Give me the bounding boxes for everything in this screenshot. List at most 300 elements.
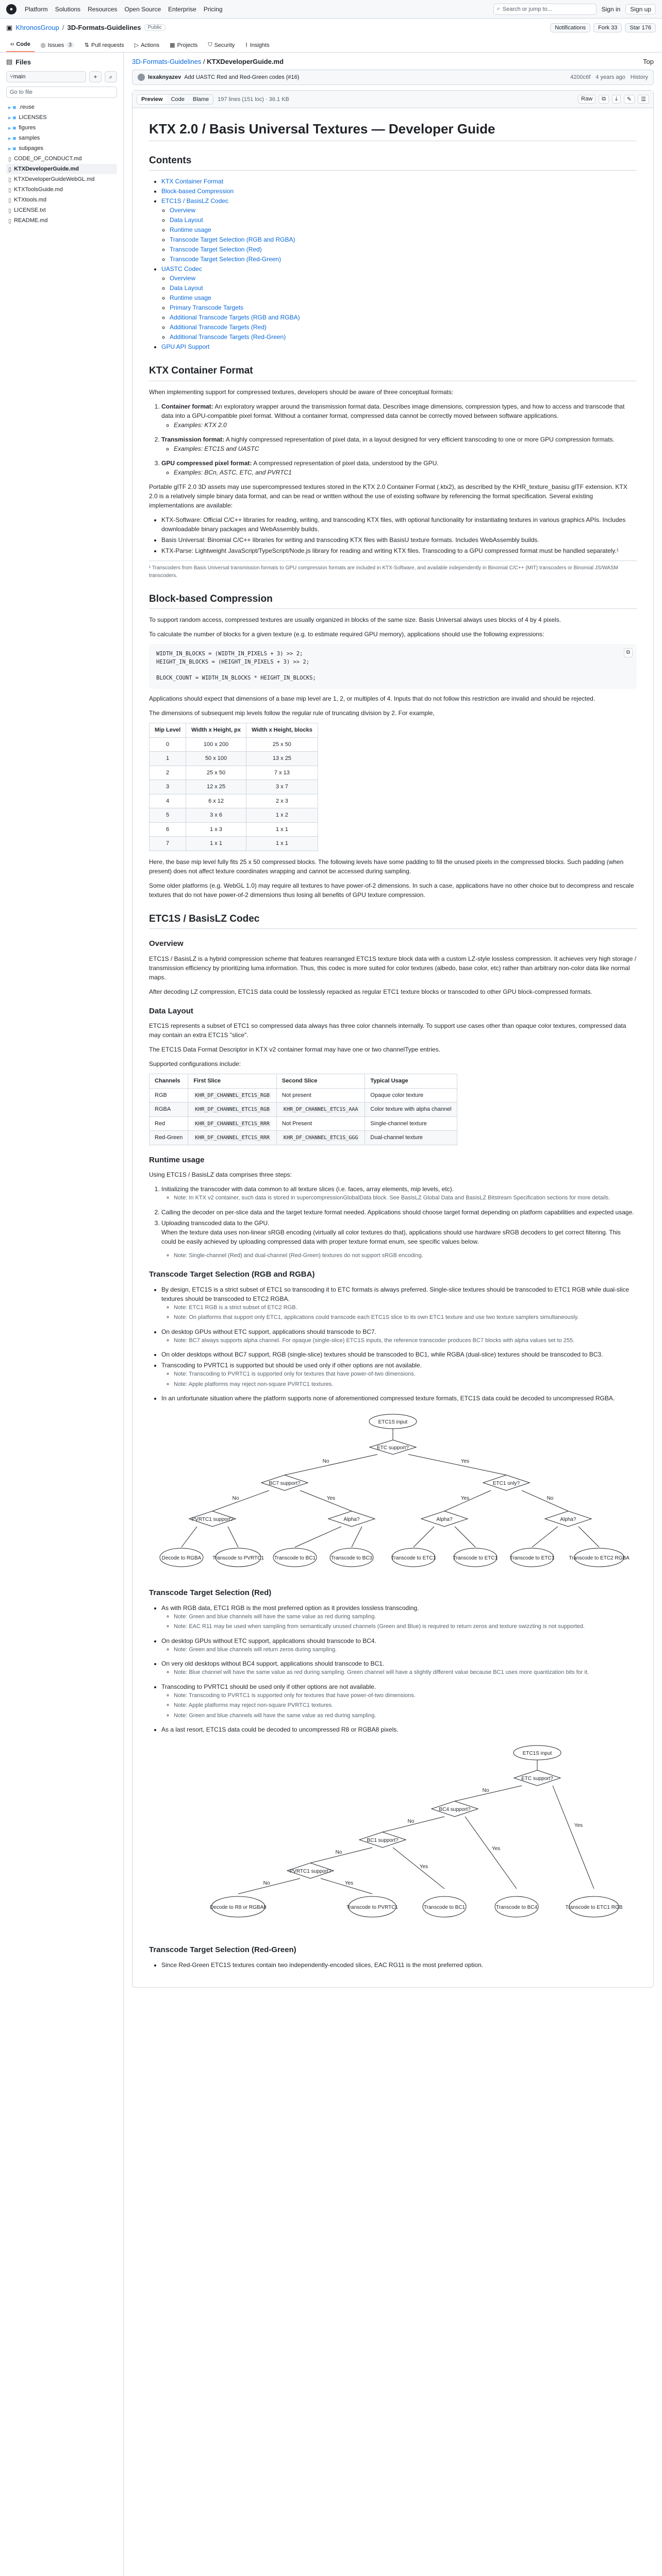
list-item: By design, ETC1S is a strict subset of ETC1 so transcoding it to ETC formats is always preferred. Single-slice textures should be transcoded to ETC1 RGB while dual-slice textures should be transcoded to ETC2 RGBA.: [161, 1285, 630, 1302]
avatar[interactable]: [138, 74, 145, 81]
table-cell: [188, 1088, 277, 1103]
tree-item[interactable]: ▯ README.md: [8, 217, 48, 224]
diagram-target: Decode to RGBA: [161, 1555, 202, 1561]
implementations-list: [149, 515, 637, 555]
diagram-question: BC1 support?: [367, 1838, 399, 1843]
code-span: KHR_DF_CHANNEL_ETC1S_RGB: [193, 1106, 271, 1113]
toc-link[interactable]: GPU API Support: [161, 343, 210, 350]
file-toolbar: [133, 91, 653, 108]
toc-link[interactable]: UASTC Codec: [161, 265, 202, 273]
file-meta: 197 lines (151 loc) · 36.1 KB: [218, 96, 289, 103]
table-row: [150, 780, 318, 794]
table-cell: 1 x 1: [246, 822, 318, 837]
diagram-question: BC7 support?: [269, 1481, 301, 1486]
tab-security[interactable]: ⛉ Security: [208, 42, 235, 48]
table-row: [150, 1103, 457, 1117]
folder-icon: ▸ ■: [8, 135, 16, 142]
table-cell: Red: [150, 1116, 188, 1131]
table-cell: 6: [150, 822, 186, 837]
steps-list: [149, 1184, 637, 1260]
diagram-edge-label: Yes: [491, 1846, 501, 1852]
sign-up-button[interactable]: Sign up: [625, 4, 656, 14]
table-header: Channels: [150, 1074, 188, 1089]
go-to-file-input[interactable]: Go to file: [6, 87, 117, 98]
note: ◦ Note: Green and blue channels will have the same value as red during sampling.: [174, 1711, 637, 1720]
paragraph: To calculate the number of blocks for a given texture (e.g. to estimate required GPU memory), applications should use the following expressions:: [149, 631, 544, 638]
note: ◦ Note: ETC1 RGB is a strict subset of ETC2 RGB.: [174, 1303, 637, 1312]
table-cell: Color texture with alpha channel: [365, 1103, 457, 1117]
breadcrumb-file: KTXDeveloperGuide.md: [207, 58, 284, 65]
table-cell: 1: [150, 752, 186, 766]
tab-projects[interactable]: ▦ Projects: [170, 42, 198, 48]
nav-resources[interactable]: Resources: [88, 5, 118, 13]
table-row: [150, 752, 318, 766]
list-item: • Since Red-Green ETC1S textures contain two independently-encoded slices, EAC RG11 is the most preferred option.: [161, 1960, 637, 1970]
subsection-heading: Overview: [149, 939, 184, 948]
commit-time: 4 years ago: [595, 74, 625, 80]
shield-icon: ⛉: [208, 42, 212, 48]
list-item: On desktop GPUs without ETC support, applications should transcode to BC7.: [161, 1328, 376, 1335]
note: ◦ Note: On platforms that support only ETC1, applications could transcode each ETC1S slice to its own ETC1 texture and use two texture samplers simultaneously.: [174, 1313, 637, 1322]
sidebar-title: Files: [15, 58, 31, 66]
blame-tab[interactable]: Blame: [192, 96, 209, 103]
list-item: Transcoding to PVRTC1 should be used only if other options are not available.: [161, 1683, 376, 1690]
add-file-button[interactable]: +: [89, 71, 102, 82]
file-tree-sidebar: [0, 53, 124, 2576]
channels-table: [149, 1074, 457, 1145]
red-decision-diagram: [156, 1739, 630, 1935]
table-cell: 3 x 7: [246, 780, 318, 794]
step-text: Initializing the transcoder with data common to all texture slices (i.e. faces, array elements, mip levels, etc).: [161, 1185, 454, 1193]
github-logo-icon[interactable]: ●: [6, 4, 16, 14]
diagram-edge-label: No: [547, 1496, 554, 1501]
table-row: [150, 1131, 457, 1145]
notifications-button[interactable]: Notifications: [550, 23, 590, 32]
breadcrumb-separator: /: [203, 58, 205, 65]
table-cell: [188, 1131, 277, 1145]
rg-target-list: [149, 1960, 637, 1970]
table-cell: 50 x 100: [186, 752, 246, 766]
toc-link[interactable]: ETC1S / BasisLZ Codec: [161, 197, 229, 205]
repo-tabs: [0, 37, 662, 53]
commit-message[interactable]: Add UASTC Red and Red-Green codes (#16): [184, 74, 300, 80]
toc-link[interactable]: Transcode Target Selection (Red-Green): [170, 256, 282, 263]
diagram-target: Transcode to BC4: [495, 1905, 538, 1910]
table-header: Second Slice: [276, 1074, 365, 1089]
diagram-target: Transcode to ETC2 RGBA: [569, 1555, 630, 1561]
code-span: KHR_DF_CHANNEL_ETC1S_RRR: [193, 1134, 271, 1141]
graph-icon: ⌇: [245, 42, 248, 48]
table-row: [150, 822, 318, 837]
channels-table-body: [150, 1088, 457, 1145]
tab-insights[interactable]: ⌇ Insights: [245, 42, 270, 48]
table-cell: 100 x 200: [186, 737, 246, 752]
paragraph: Applications should expect that dimensions of a base mip level are 1, 2, or multiples of 4. Inputs that do not follow this restriction are invalid and should be rejected.: [149, 695, 595, 702]
tree-item[interactable]: ▯ LICENSE.txt: [8, 207, 46, 214]
diagram-target: Transcode to ETC1: [509, 1555, 555, 1561]
repo-separator: /: [62, 24, 64, 31]
list-item: In an unfortunate situation where the platform supports none of aforementioned compressed texture formats, ETC1S data could be decoded to uncompressed RGBA.: [161, 1395, 615, 1402]
mip-table-body: [150, 737, 318, 851]
folder-icon: ▸ ■: [8, 104, 16, 111]
definition: A highly compressed representation of pixel data, in a layout designed for very efficient transcoding to one or more GPU compression formats.: [225, 435, 615, 443]
folder-icon: ▸ ■: [8, 125, 16, 131]
paragraph: When implementing support for compressed textures, developers should be aware of three conceptual formats:: [149, 388, 454, 396]
table-cell: 5: [150, 808, 186, 823]
table-cell: Single-channel texture: [365, 1116, 457, 1131]
nav-solutions[interactable]: Solutions: [55, 5, 81, 13]
table-row: [150, 837, 318, 851]
diagram-target: Transcode to PVRTC1: [346, 1905, 399, 1910]
note: ◦ Note: Transcoding to PVRTC1 is supported only for textures that have power-of-two dimensions.: [174, 1691, 637, 1700]
table-row: [150, 1116, 457, 1131]
diagram-edge-label: Yes: [460, 1496, 470, 1501]
paragraph: When the texture data uses non-linear sRGB encoding (virtually all color textures do that), applications should use hardware sRGB decoders to get correct filtering. This could be easily achieved by uploading compressed data with proper texture format enum, see specific values below.: [161, 1228, 621, 1245]
example: Examples: KTX 2.0: [174, 421, 227, 429]
diagram-edge-label: Yes: [326, 1496, 336, 1501]
repo-owner-link[interactable]: KhronosGroup: [15, 24, 59, 31]
diagram-start-label: ETC1S input: [378, 1419, 408, 1425]
table-of-contents: [149, 177, 637, 351]
step-text: Calling the decoder on per-slice data and the target texture format needed. Applications should choose target format depending on platform capabilities and expected usage.: [161, 1208, 634, 1216]
paragraph: ETC1S represents a subset of ETC1 so compressed data always has three color channels internally. To support use cases other than opaque color textures, compressed data may contain an extra ETC1S "slice".: [149, 1022, 626, 1039]
top-nav: [25, 6, 223, 13]
table-row: [150, 794, 318, 808]
tab-pull-requests[interactable]: ⇅ Pull requests: [84, 42, 124, 48]
pull-request-icon: ⇅: [84, 42, 90, 48]
play-icon: ▷: [134, 42, 139, 48]
subsection-heading: Transcode Target Selection (Red): [149, 1588, 272, 1597]
latest-commit-bar: [132, 70, 654, 85]
breadcrumb-repo-link[interactable]: 3D-Formats-Guidelines: [132, 58, 202, 65]
note: ◦ Note: Apple platforms may reject non-square PVRTC1 textures.: [174, 1701, 637, 1710]
table-cell: 7 x 13: [246, 766, 318, 780]
list-item: As a last resort, ETC1S data could be decoded to uncompressed R8 or RGBA8 pixels.: [161, 1726, 399, 1733]
nav-open-source[interactable]: Open Source: [124, 5, 161, 13]
repo-header: [0, 19, 662, 37]
paragraph: The dimensions of subsequent mip levels follow the regular rule of truncating division by 2. For example,: [149, 709, 435, 717]
diagram-edge-label: No: [335, 1850, 342, 1855]
toc-link[interactable]: Additional Transcode Targets (Red-Green): [170, 333, 286, 341]
table-header: Mip Level: [150, 723, 186, 738]
code-span: KHR_DF_CHANNEL_ETC1S_RRR: [193, 1121, 271, 1127]
term: GPU compressed pixel format:: [161, 459, 252, 467]
file-box: [132, 90, 654, 1988]
toc-link[interactable]: Runtime usage: [170, 294, 211, 301]
download-icon[interactable]: ⤓: [612, 95, 621, 104]
diagram-question: ETC support?: [377, 1445, 409, 1451]
list-item: Transcoding to PVRTC1 is supported but should be used only if other options are not available.: [161, 1362, 422, 1369]
table-cell: 25 x 50: [186, 766, 246, 780]
file-icon: ▯: [8, 156, 12, 162]
diagram-target: Transcode to BC3: [330, 1555, 373, 1561]
repo-name-link[interactable]: 3D-Formats-Guidelines: [67, 24, 141, 31]
table-row: [150, 808, 318, 823]
table-icon: ▦: [170, 42, 175, 48]
definition: An exploratory wrapper around the transmission format data. Describes image dimensions, compression types, and how to access and transcode that data into a GPU-compatible pixel format. Without a container format, compressed data cannot be correctly moved between software applications.: [161, 402, 625, 419]
note: ◦ Note: EAC R11 may be used when sampling from semantically unused channels (Green and Blue) is required to return zeros and texture swizzling is not supported.: [174, 1622, 637, 1631]
table-cell: Not Present: [276, 1116, 365, 1131]
global-header: [0, 0, 662, 19]
table-cell: 1 x 2: [246, 808, 318, 823]
toc-link[interactable]: Transcode Target Selection (Red): [170, 246, 262, 253]
table-cell: 13 x 25: [246, 752, 318, 766]
table-cell: [276, 1103, 365, 1117]
toc-link[interactable]: Additional Transcode Targets (Red): [170, 324, 267, 331]
diagram-target: Transcode to ETC1: [391, 1555, 436, 1561]
list-item: As with RGB data, ETC1 RGB is the most preferred option as it provides lossless transcoding.: [161, 1604, 419, 1612]
toc-link[interactable]: Additional Transcode Targets (RGB and RGBA): [170, 314, 300, 321]
list-item: On desktop GPUs without ETC support, applications should transcode to BC4.: [161, 1637, 376, 1645]
section-heading: Block-based Compression: [149, 592, 637, 609]
code-span: KHR_DF_CHANNEL_ETC1S_GGG: [282, 1134, 360, 1141]
diagram-edge-label: No: [232, 1496, 239, 1501]
diagram-question: Alpha?: [436, 1517, 453, 1522]
paragraph: To support random access, compressed textures are usually organized in blocks of the same size. Basis Universal always uses blocks of 4 by 4 pixels.: [149, 616, 561, 623]
toc-link[interactable]: Transcode Target Selection (RGB and RGBA): [170, 236, 295, 243]
issue-icon: ◎: [40, 42, 46, 48]
diagram-target: Decode to R8 or RGBA8: [210, 1905, 267, 1910]
paragraph: Using ETC1S / BasisLZ data comprises three steps:: [149, 1171, 292, 1178]
tree-item[interactable]: ▯ KTXDeveloperGuideWebGL.md: [8, 176, 95, 183]
table-cell: 12 x 25: [186, 780, 246, 794]
section-heading: KTX Container Format: [149, 364, 637, 381]
raw-button[interactable]: Raw: [578, 95, 595, 104]
folder-icon: ▸ ■: [8, 145, 16, 152]
diagram-target: Transcode to PVRTC1: [212, 1555, 264, 1561]
tree-item[interactable]: ▸ ■ figures: [8, 125, 36, 131]
table-cell: 25 x 50: [246, 737, 318, 752]
diagram-edge-label: Yes: [574, 1823, 583, 1828]
footnote: ¹ Transcoders from Basis Universal transmission formats to GPU compression formats are included in KTX-Software, and available independently in Binomial C/C++ (MIT) transcoders or Binomial JS/WASM transcoders.: [149, 561, 637, 580]
note: ◦ Note: Blue channel will have the same value as red during sampling. Green channel will have a slightly different value because BC1 uses more quantization bits for it.: [174, 1668, 637, 1677]
subsection-heading: Transcode Target Selection (RGB and RGBA): [149, 1270, 315, 1279]
code-icon: ‹›: [10, 41, 14, 47]
commit-hash[interactable]: 4200c6f: [570, 74, 591, 80]
nav-pricing[interactable]: Pricing: [203, 5, 223, 13]
tab-actions[interactable]: ▷ Actions: [134, 42, 160, 48]
table-cell: 1 x 3: [186, 822, 246, 837]
toc-link[interactable]: Overview: [170, 275, 196, 282]
copy-icon[interactable]: ⧉: [624, 648, 633, 657]
toc-link[interactable]: Block-based Compression: [161, 188, 234, 195]
diagram-edge-label: Yes: [419, 1864, 428, 1870]
table-cell: 3 x 6: [186, 808, 246, 823]
table-cell: Not present: [276, 1088, 365, 1103]
tree-item[interactable]: ▯ CODE_OF_CONDUCT.md: [8, 156, 82, 162]
diagram-edge-label: No: [482, 1788, 489, 1793]
diagram-edge-label: Yes: [344, 1880, 354, 1886]
table-cell: 2 x 3: [246, 794, 318, 808]
search-files-button[interactable]: ⌕: [105, 71, 117, 82]
tree-item[interactable]: ▸ ■ subpages: [8, 145, 43, 152]
mip-table: [149, 723, 318, 851]
markdown-body: [133, 108, 653, 1987]
note: ◦ Note: Single-channel (Red) and dual-channel (Red-Green) textures do not support sRGB encoding.: [174, 1251, 637, 1260]
edit-icon[interactable]: ✎: [624, 95, 635, 104]
file-view: [124, 53, 662, 2576]
history-link[interactable]: History: [630, 74, 648, 80]
paragraph: Supported configurations include:: [149, 1060, 241, 1067]
table-cell: RGBA: [150, 1103, 188, 1117]
table-cell: [188, 1103, 277, 1117]
paragraph: Portable glTF 2.0 3D assets may use supercompressed textures stored in the KTX 2.0 Container Format (.ktx2), as described by the KHR_texture_basisu glTF extension. KTX 2.0 is a relatively simple binary data format, and can be read or written without the use of existing software by referencing the format specification. Several existing implementations are available:: [149, 483, 627, 509]
list-icon[interactable]: ☰: [638, 95, 649, 104]
commit-author[interactable]: lexaknyazev: [148, 74, 181, 80]
sign-in-link[interactable]: Sign in: [601, 5, 621, 13]
diagram-question: Alpha?: [560, 1517, 576, 1522]
term: Container format:: [161, 402, 213, 410]
top-button[interactable]: Top: [643, 58, 654, 65]
table-cell: 0: [150, 737, 186, 752]
toc-link[interactable]: Data Layout: [170, 216, 203, 224]
red-target-list: [149, 1603, 637, 1735]
preview-tab[interactable]: Preview: [137, 95, 167, 104]
file-icon: ▯: [8, 176, 12, 183]
table-cell: RGB: [150, 1088, 188, 1103]
example: Examples: ETC1S and UASTC: [174, 445, 259, 452]
table-header: Width x Height, px: [186, 723, 246, 738]
diagram-target: Transcode to BC1: [274, 1555, 316, 1561]
subsection-heading: Transcode Target Selection (Red-Green): [149, 1945, 296, 1954]
rgb-target-list: [149, 1285, 637, 1403]
list-item: • KTX-Parse: Lightweight JavaScript/TypeScript/Node.js library for reading and writing KTX files. Transcoding to a GPU compressed format must be handled separately.¹: [161, 546, 637, 555]
table-cell: [188, 1116, 277, 1131]
step-text: Uploading transcoded data to the GPU.: [161, 1219, 270, 1227]
tree-item[interactable]: ▯ KTXToolsGuide.md: [8, 187, 63, 193]
code-span: KHR_DF_CHANNEL_ETC1S_AAA: [282, 1106, 360, 1113]
paragraph: ETC1S / BasisLZ is a hybrid compression scheme that features rearranged ETC1S texture block data with a custom LZ-style lossless compression. It achieves very high storage / transmission efficiency by prioritizing luma information. Thus, this codec is more suited for color textures (albedo, base color, etc) rather than arbitrary non-color data like normal maps.: [149, 955, 637, 981]
contents-heading: Contents: [149, 154, 637, 171]
list-item: On very old desktops without BC4 support, applications should transcode to BC1.: [161, 1660, 385, 1667]
file-icon: ▯: [8, 197, 12, 204]
diagram-target: Transcode to ETC1: [453, 1555, 498, 1561]
toc-link[interactable]: KTX Container Format: [161, 178, 224, 185]
diagram-target: Transcode to ETC1 RGB: [565, 1905, 623, 1910]
toc-link[interactable]: Overview: [170, 207, 196, 214]
fork-button[interactable]: Fork 33: [593, 23, 622, 32]
table-cell: [276, 1131, 365, 1145]
paragraph: The ETC1S Data Format Descriptor in KTX v2 container format may have one or two channelType entries.: [149, 1046, 440, 1053]
table-row: [150, 766, 318, 780]
branch-icon: ⑂: [10, 74, 13, 80]
diagram-question: Alpha?: [343, 1517, 360, 1522]
tab-issues[interactable]: ◎ Issues 3: [37, 40, 78, 52]
search-input[interactable]: ⌕ Search or jump to...: [493, 4, 597, 15]
diagram-question: ETC support?: [521, 1776, 553, 1782]
table-header: Width x Height, blocks: [246, 723, 318, 738]
table-cell: 2: [150, 766, 186, 780]
file-tree: [6, 102, 117, 226]
note: ◦ Note: Green and blue channels will return zeros during sampling.: [174, 1646, 637, 1654]
code-tab[interactable]: Code: [171, 96, 185, 103]
note: ◦ Note: In KTX v2 container, such data is stored in supercompressionGlobalData block. See BasisLZ Global Data and BasisLZ Bitstream Specification sections for more details.: [174, 1194, 637, 1202]
table-row: [150, 1088, 457, 1103]
doc-title: KTX 2.0 / Basis Universal Textures — Developer Guide: [149, 121, 637, 141]
issue-count-badge: 3: [66, 42, 74, 48]
file-icon: ▯: [8, 217, 12, 224]
diagram-question: PVRTC1 support?: [289, 1869, 332, 1874]
diagram-question: PVRTC1 support?: [191, 1517, 234, 1522]
example: Examples: BCn, ASTC, ETC, and PVRTC1: [174, 468, 292, 476]
list-item: • KTX-Software: Official C/C++ libraries for reading, writing, and transcoding KTX files, with optional functionality for instantiating textures in various graphics APIs. Includes downloadable binary packages and WebAssembly builds.: [161, 515, 637, 534]
subsection-heading: Data Layout: [149, 1006, 193, 1015]
diagram-question: ETC1 only?: [492, 1481, 520, 1486]
file-icon: ▯: [8, 207, 12, 214]
code-block: ⧉ WIDTH_IN_BLOCKS = (WIDTH_IN_PIXELS + 3) >> 2; HEIGHT_IN_BLOCKS = (HEIGHT_IN_PIXELS + 3) >> 2; BLOCK_COUNT = WIDTH_IN_BLOCKS * HEIGHT_IN_BLOCKS;: [149, 644, 637, 689]
table-cell: 7: [150, 837, 186, 851]
list-item: • Basis Universal: Binomial C/C++ libraries for writing and transcoding KTX files with BasisU texture formats. Includes WebAssembly builds.: [161, 535, 637, 545]
folder-icon: ▸ ■: [8, 114, 16, 121]
note: ◦ Note: BC7 always supports alpha channel. For opaque (single-slice) ETC1S inputs, the reference transcoder produces BC7 blocks with alpha values set to 255.: [174, 1336, 637, 1345]
star-button[interactable]: Star 176: [625, 23, 656, 32]
note: ◦ Note: Apple platforms may reject non-square PVRTC1 textures.: [174, 1380, 637, 1389]
paragraph: Here, the base mip level fully fits 25 x 50 compressed blocks. The following levels have some padding to fill the unused pixels in the compressed blocks. Such padding (when present) does not affect texture coordinates wrapping and cannot be accessed during sampling.: [149, 858, 624, 875]
table-cell: 1 x 1: [186, 837, 246, 851]
diagram-question: BC4 support?: [439, 1807, 471, 1812]
tree-item-selected[interactable]: ▯ KTXDeveloperGuide.md: [6, 164, 117, 174]
toc-link[interactable]: Runtime usage: [170, 226, 211, 233]
table-cell: 1 x 1: [246, 837, 318, 851]
table-cell: Opaque color texture: [365, 1088, 457, 1103]
tab-code[interactable]: ‹› Code: [6, 39, 35, 52]
tree-item[interactable]: ▸ ■ LICENSES: [8, 114, 47, 121]
table-cell: Dual-channel texture: [365, 1131, 457, 1145]
diagram-edge-label: No: [407, 1819, 415, 1824]
table-cell: 4: [150, 794, 186, 808]
paragraph: After decoding LZ compression, ETC1S data could be losslessly repacked as regular ETC1 texture blocks or transcoded to other GPU block-compressed formats.: [149, 988, 592, 995]
nav-enterprise[interactable]: Enterprise: [168, 5, 196, 13]
breadcrumb: [132, 58, 654, 65]
table-cell: 6 x 12: [186, 794, 246, 808]
list-item: On older desktops without BC7 support, RGB (single-slice) textures should be transcoded to BC1, while RGBA (dual-slice) textures should be transcoded to BC3.: [161, 1351, 603, 1358]
diagram-target: Transcode to BC1: [423, 1905, 466, 1910]
note: ◦ Note: Transcoding to PVRTC1 is supported only for textures that have power-of-two dimensions.: [174, 1370, 637, 1379]
table-cell: 3: [150, 780, 186, 794]
repo-icon: ▣: [6, 23, 13, 31]
code-span: KHR_DF_CHANNEL_ETC1S_RGB: [193, 1092, 271, 1099]
sidebar-toggle-icon[interactable]: ▤: [6, 58, 13, 65]
table-row: [150, 737, 318, 752]
diagram-edge-label: Yes: [460, 1459, 470, 1464]
term: Transmission format:: [161, 435, 225, 443]
toc-link[interactable]: Data Layout: [170, 284, 203, 292]
branch-selector[interactable]: ⑂ main: [6, 71, 86, 82]
copy-icon[interactable]: ⧉: [599, 95, 609, 104]
definition: A compressed representation of pixel data, understood by the GPU.: [253, 459, 439, 467]
visibility-badge: Public: [144, 24, 166, 31]
table-header: Typical Usage: [365, 1074, 457, 1089]
diagram-edge-label: No: [322, 1459, 329, 1464]
paragraph: Some older platforms (e.g. WebGL 1.0) may require all textures to have power-of-2 dimensions. In such a case, applications have no other choice but to decompress and rescale textures that do not have power-of-2 dimensions thus losing all benefits of GPU texture compression.: [149, 882, 634, 899]
table-cell: Red-Green: [150, 1131, 188, 1145]
toc-link[interactable]: Primary Transcode Targets: [170, 304, 244, 311]
tree-item[interactable]: ▯ KTXtools.md: [8, 197, 47, 204]
subsection-heading: Runtime usage: [149, 1155, 205, 1164]
search-icon: ⌕: [496, 6, 500, 12]
tree-item[interactable]: ▸ ■ samples: [8, 135, 40, 142]
rgb-decision-diagram: [156, 1408, 630, 1578]
section-heading: ETC1S / BasisLZ Codec: [149, 912, 637, 929]
file-icon: ▯: [8, 166, 12, 173]
file-icon: ▯: [8, 187, 12, 193]
nav-platform[interactable]: Platform: [25, 5, 48, 13]
formats-list: [149, 402, 637, 477]
note: ◦ Note: Green and blue channels will have the same value as red during sampling.: [174, 1613, 637, 1621]
table-header: First Slice: [188, 1074, 277, 1089]
tree-item[interactable]: ▸ ■ .reuse: [8, 104, 35, 111]
diagram-start-label: ETC1S input: [522, 1751, 552, 1756]
